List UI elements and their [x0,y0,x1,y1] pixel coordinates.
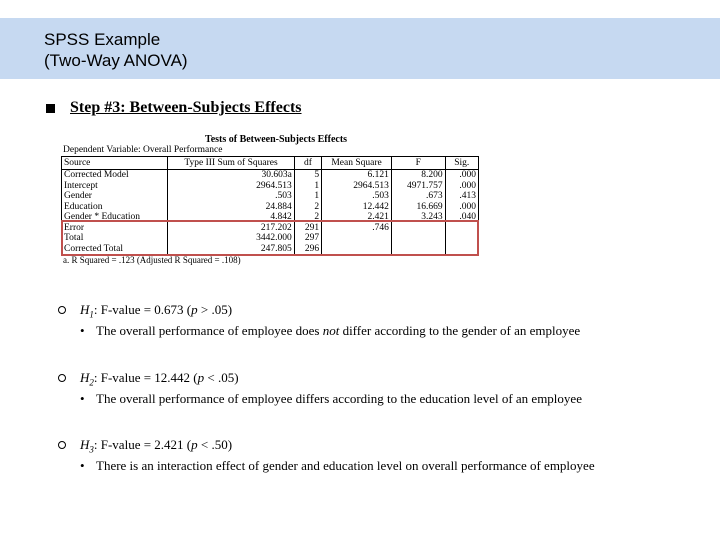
row-value-cell [445,223,478,234]
hypothesis-detail [80,323,658,339]
title-bar [0,18,720,79]
table-row [62,223,479,234]
row-value-cell: .673 [391,191,445,202]
hypothesis-prefix: : F-value = 12.442 ( [93,370,198,385]
hypothesis-suffix: < .05) [204,370,239,385]
square-bullet-icon [46,104,55,113]
hypothesis-statement [58,302,658,323]
hypothesis-symbol: H [80,437,90,452]
row-value-cell: 16.669 [391,202,445,213]
anova-table [61,156,479,255]
row-source-cell: Total [62,233,168,244]
hypothesis-symbol: H [80,302,90,317]
hypothesis-statement [58,370,658,391]
row-value-cell: .503 [322,191,392,202]
hypothesis-1 [58,302,658,339]
table-row [62,191,479,202]
bullet-icon: • [80,323,85,339]
table-row [62,233,479,244]
spss-output [61,134,481,266]
detail-pre: There is an interaction effect of gender and education level on overall performance of employee [96,458,595,474]
hypothesis-symbol: H [80,370,90,385]
row-value-cell: 24.884 [168,202,295,213]
row-value-cell: 2 [294,212,321,223]
row-value-cell: 3442.000 [168,233,295,244]
row-value-cell: 4971.757 [391,181,445,192]
step-label: Step #3: Between-Subjects Effects [70,99,302,116]
bullet-icon: • [80,458,85,474]
header-sum-of-squares: Type III Sum of Squares [168,157,295,170]
step-heading [46,99,302,117]
table-row [62,170,479,181]
row-value-cell: 2964.513 [322,181,392,192]
header-f: F [391,157,445,170]
row-source-cell: Corrected Total [62,244,168,255]
row-value-cell: .000 [445,181,478,192]
row-value-cell: .040 [445,212,478,223]
spss-table-title: Tests of Between-Subjects Effects [204,134,348,145]
row-value-cell: 8.200 [391,170,445,181]
header-source: Source [62,157,168,170]
detail-text [96,391,616,407]
hypothesis-statement [58,437,658,458]
table-row [62,244,479,255]
hypothesis-text [80,370,239,391]
row-value-cell: 6.121 [322,170,392,181]
table-footnote: a. R Squared = .123 (Adjusted R Squared = .108) [63,255,241,265]
row-value-cell [391,223,445,234]
hypothesis-2 [58,370,658,407]
detail-text [96,458,616,474]
row-value-cell [445,233,478,244]
row-source-cell: Corrected Model [62,170,168,181]
row-source-cell: Gender * Education [62,212,168,223]
row-value-cell: 1 [294,181,321,192]
hypothesis-suffix: < .50) [197,437,233,452]
row-value-cell [391,244,445,255]
row-value-cell: 217.202 [168,223,295,234]
header-sig: Sig. [445,157,478,170]
slide-title-line2: (Two-Way ANOVA) [44,51,188,70]
row-value-cell: .746 [322,223,392,234]
hypothesis-3 [58,437,658,474]
row-value-cell: 2 [294,202,321,213]
row-value-cell: 3.243 [391,212,445,223]
table-row [62,181,479,192]
p-symbol: p [191,302,198,317]
header-mean-square: Mean Square [322,157,392,170]
row-value-cell: 247.805 [168,244,295,255]
row-value-cell: 4.842 [168,212,295,223]
hypothesis-subscript: 1 [89,309,94,320]
row-source-cell: Education [62,202,168,213]
detail-pre: The overall performance of employee does [96,323,323,339]
hypothesis-suffix: > .05) [197,302,233,317]
hypothesis-text [80,437,232,458]
row-value-cell: .503 [168,191,295,202]
row-value-cell: .413 [445,191,478,202]
hypothesis-detail [80,458,658,474]
detail-post: differ according to the gender of an employee [339,323,581,339]
row-value-cell [322,244,392,255]
row-source-cell: Error [62,223,168,234]
p-symbol: p [197,370,205,385]
bullet-icon: • [80,391,85,407]
row-value-cell: 12.442 [322,202,392,213]
row-source-cell: Intercept [62,181,168,192]
hypothesis-text [80,302,232,323]
hypothesis-subscript: 2 [89,377,94,388]
row-value-cell: 1 [294,191,321,202]
row-value-cell: .000 [445,170,478,181]
dependent-variable-label: Dependent Variable: Overall Performance [63,145,223,155]
row-value-cell: 296 [294,244,321,255]
detail-emphasis: not [322,323,340,339]
hypothesis-prefix: : F-value = 2.421 ( [93,437,192,452]
row-value-cell: 30.603a [168,170,295,181]
row-value-cell: 291 [294,223,321,234]
table-header-row [62,157,479,170]
table-row [62,202,479,213]
header-df: df [294,157,321,170]
circle-bullet-icon [58,306,66,314]
row-value-cell: 5 [294,170,321,181]
row-value-cell: 297 [294,233,321,244]
row-value-cell [322,233,392,244]
p-symbol: p [191,437,198,452]
circle-bullet-icon [58,441,66,449]
slide-title-line1: SPSS Example [44,30,161,49]
row-value-cell [391,233,445,244]
row-value-cell: 2964.513 [168,181,295,192]
row-source-cell: Gender [62,191,168,202]
row-value-cell: 2.421 [322,212,392,223]
hypothesis-detail [80,391,658,407]
row-value-cell [445,244,478,255]
detail-pre: The overall performance of employee differs according to the education level of an employee [96,391,582,407]
detail-text [96,323,616,339]
hypothesis-prefix: : F-value = 0.673 ( [93,302,192,317]
hypothesis-subscript: 3 [89,444,94,455]
table-row [62,212,479,223]
row-value-cell: .000 [445,202,478,213]
circle-bullet-icon [58,374,66,382]
